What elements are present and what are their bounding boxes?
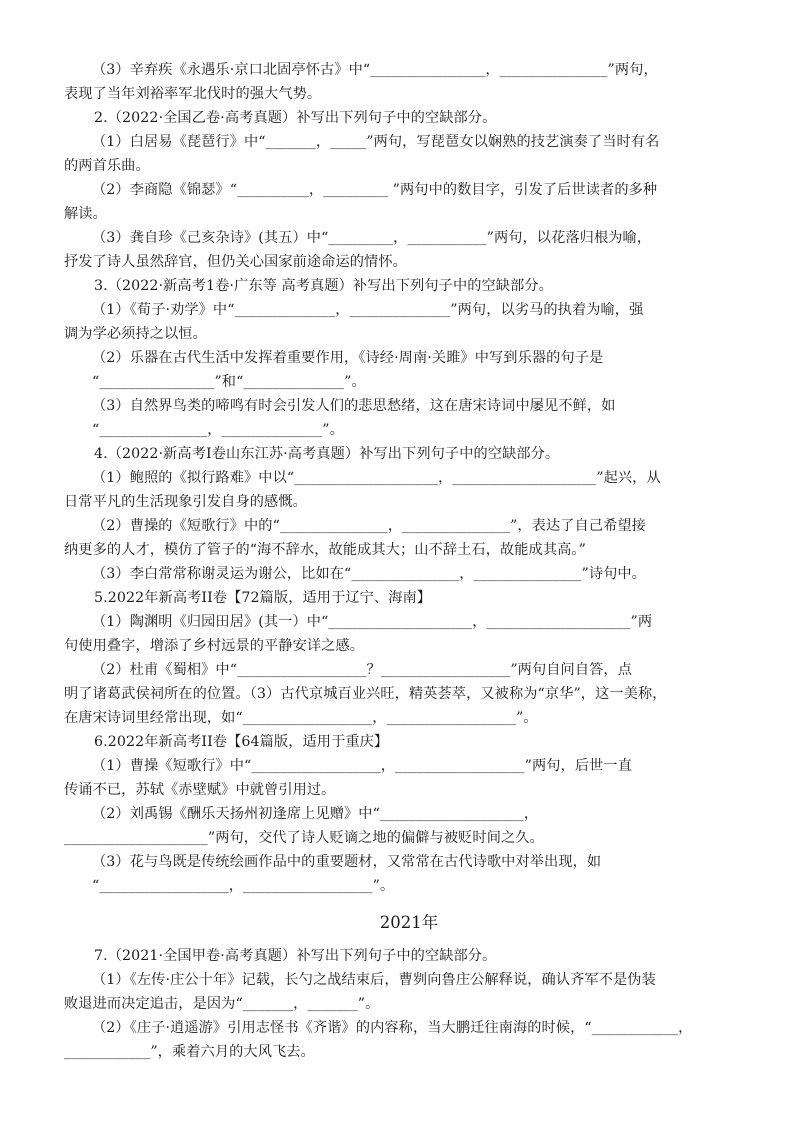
q6-2-line2: ____________________”两句，交代了诗人贬谪之地的偏僻与被贬时间之久。 [64, 830, 544, 846]
q6-3-line1: （3）花与鸟既是传统绘画作品中的重要题材，又常常在古代诗歌中对举出现，如 [92, 854, 602, 870]
q7-heading: 7.（2021·全国甲卷·高考真题）补写出下列句子中的空缺部分。 [94, 948, 497, 964]
q2-1-line1: （1）白居易《琵琶行》中“_______，_____”两句，写琵琶女以娴熟的技艺演奏了当时有名 [92, 134, 660, 150]
q5-2-line1: （2）杜甫《蜀相》中“__________________？__________________”两句自问自答，点 [92, 662, 632, 678]
q3-1-line1: （1）《荀子·劝学》中“______________，______________”两句，以劣马的执着为喻，强 [92, 302, 644, 318]
q2-3-line2: 抒发了诗人虽然辞官，但仍关心国家前途命运的情怀。 [64, 254, 407, 270]
q7-1-line2: 败退进而决定追击，是因为“_______，_______”。 [64, 996, 380, 1012]
q1-3-line1: （3）辛弃疾《永遇乐·京口北固亭怀古》中“________________，_______________”两句， [92, 62, 658, 78]
q2-2-line2: 解读。 [64, 206, 107, 222]
q6-1-line1: （1）曹操《短歌行》中“__________________，__________________”两句，后世一直 [92, 758, 632, 774]
q3-2-line1: （2）乐器在古代生活中发挥着重要作用，《诗经·周南·关雎》中写到乐器的句子是 [92, 350, 604, 366]
document-page [64, 58, 754, 1064]
q7-1-line1: （1）《左传·庄公十年》记载，长勺之战结束后，曹刿向鲁庄公解释说，确认齐军不是伪装 [92, 972, 656, 988]
q6-2-line1: （2）刘禹锡《酬乐天扬州初逢席上见赠》中“____________________， [92, 806, 539, 822]
q6-heading: 6.2022年新高考II卷【64篇版，适用于重庆】 [94, 734, 389, 750]
q6-3-line2: “__________________，__________________”。 [92, 878, 395, 894]
q2-2-line1: （2）李商隐《锦瑟》“__________，_________ ”两句中的数目字，引发了后世读者的多种 [92, 182, 658, 198]
q4-1-line1: （1）鲍照的《拟行路难》中以“____________________，____________________”起兴，从 [92, 470, 661, 486]
q4-3-line1: （3）李白常常称谢灵运为谢公，比如在“_______________，_______________”诗句中。 [92, 566, 646, 582]
q4-2-line2: 纳更多的人才，模仿了管子的“海不辞水，故能成其大；山不辞土石，故能成其高。” [64, 542, 586, 558]
q2-heading: 2.（2022·全国乙卷·高考真题）补写出下列句子中的空缺部分。 [94, 110, 497, 126]
q5-1-line2: 句使用叠字，增添了乡村远景的平静安详之感。 [64, 638, 365, 654]
q3-2-line2: “________________”和“______________”。 [92, 374, 366, 390]
q6-1-line2: 传诵不已，苏轼《赤壁赋》中就曾引用过。 [64, 782, 336, 798]
q7-2-line2: ____________”，乘着六月的大风飞去。 [64, 1044, 315, 1060]
q5-2-line2: 明了诸葛武侯祠所在的位置。（3）古代京城百业兴旺，精英荟萃，又被称为“京华”，这一美称， [64, 686, 667, 702]
q7-2-line1: （2）《庄子·逍遥游》引用志怪书《齐谐》的内容称，当大鹏迁往南海的时候，“____________， [92, 1020, 693, 1036]
year-heading: 2021年 [379, 913, 439, 932]
q5-heading: 5.2022年新高考II卷【72篇版，适用于辽宁、海南】 [94, 590, 432, 606]
q4-1-line2: 日常平凡的生活现象引发自身的感慨。 [64, 494, 307, 510]
q5-1-line1: （1）陶渊明《归园田居》(其一）中“____________________，____________________”两 [92, 614, 653, 630]
q2-1-line2: 的两首乐曲。 [64, 158, 150, 174]
q4-2-line1: （2）曹操的《短歌行》中的“_______________，_______________”，表达了自己希望接 [92, 518, 646, 534]
q3-3-line1: （3）自然界鸟类的啼鸣有时会引发人们的悲思愁绪，这在唐宋诗词中屡见不鲜，如 [92, 398, 616, 414]
q2-3-line1: （3）龚自珍《己亥杂诗》(其五）中“_________，___________”两句，以花落归根为喻， [92, 230, 652, 246]
q1-3-line2: 表现了当年刘裕率军北伐时的强大气势。 [64, 86, 322, 102]
q4-heading: 4.（2022·新高考Ⅰ卷山东江苏·高考真题）补写出下列句子中的空缺部分。 [94, 446, 560, 462]
q3-1-line2: 调为学必须持之以恒。 [64, 326, 207, 342]
q5-3-line: 在唐宋诗词里经常出现，如“__________________，__________________”。 [64, 710, 538, 726]
q3-3-line2: “_______________，______________”。 [92, 422, 344, 438]
q3-heading: 3.（2022·新高考1卷·广东等 高考真题）补写出下列句子中的空缺部分。 [94, 278, 553, 294]
